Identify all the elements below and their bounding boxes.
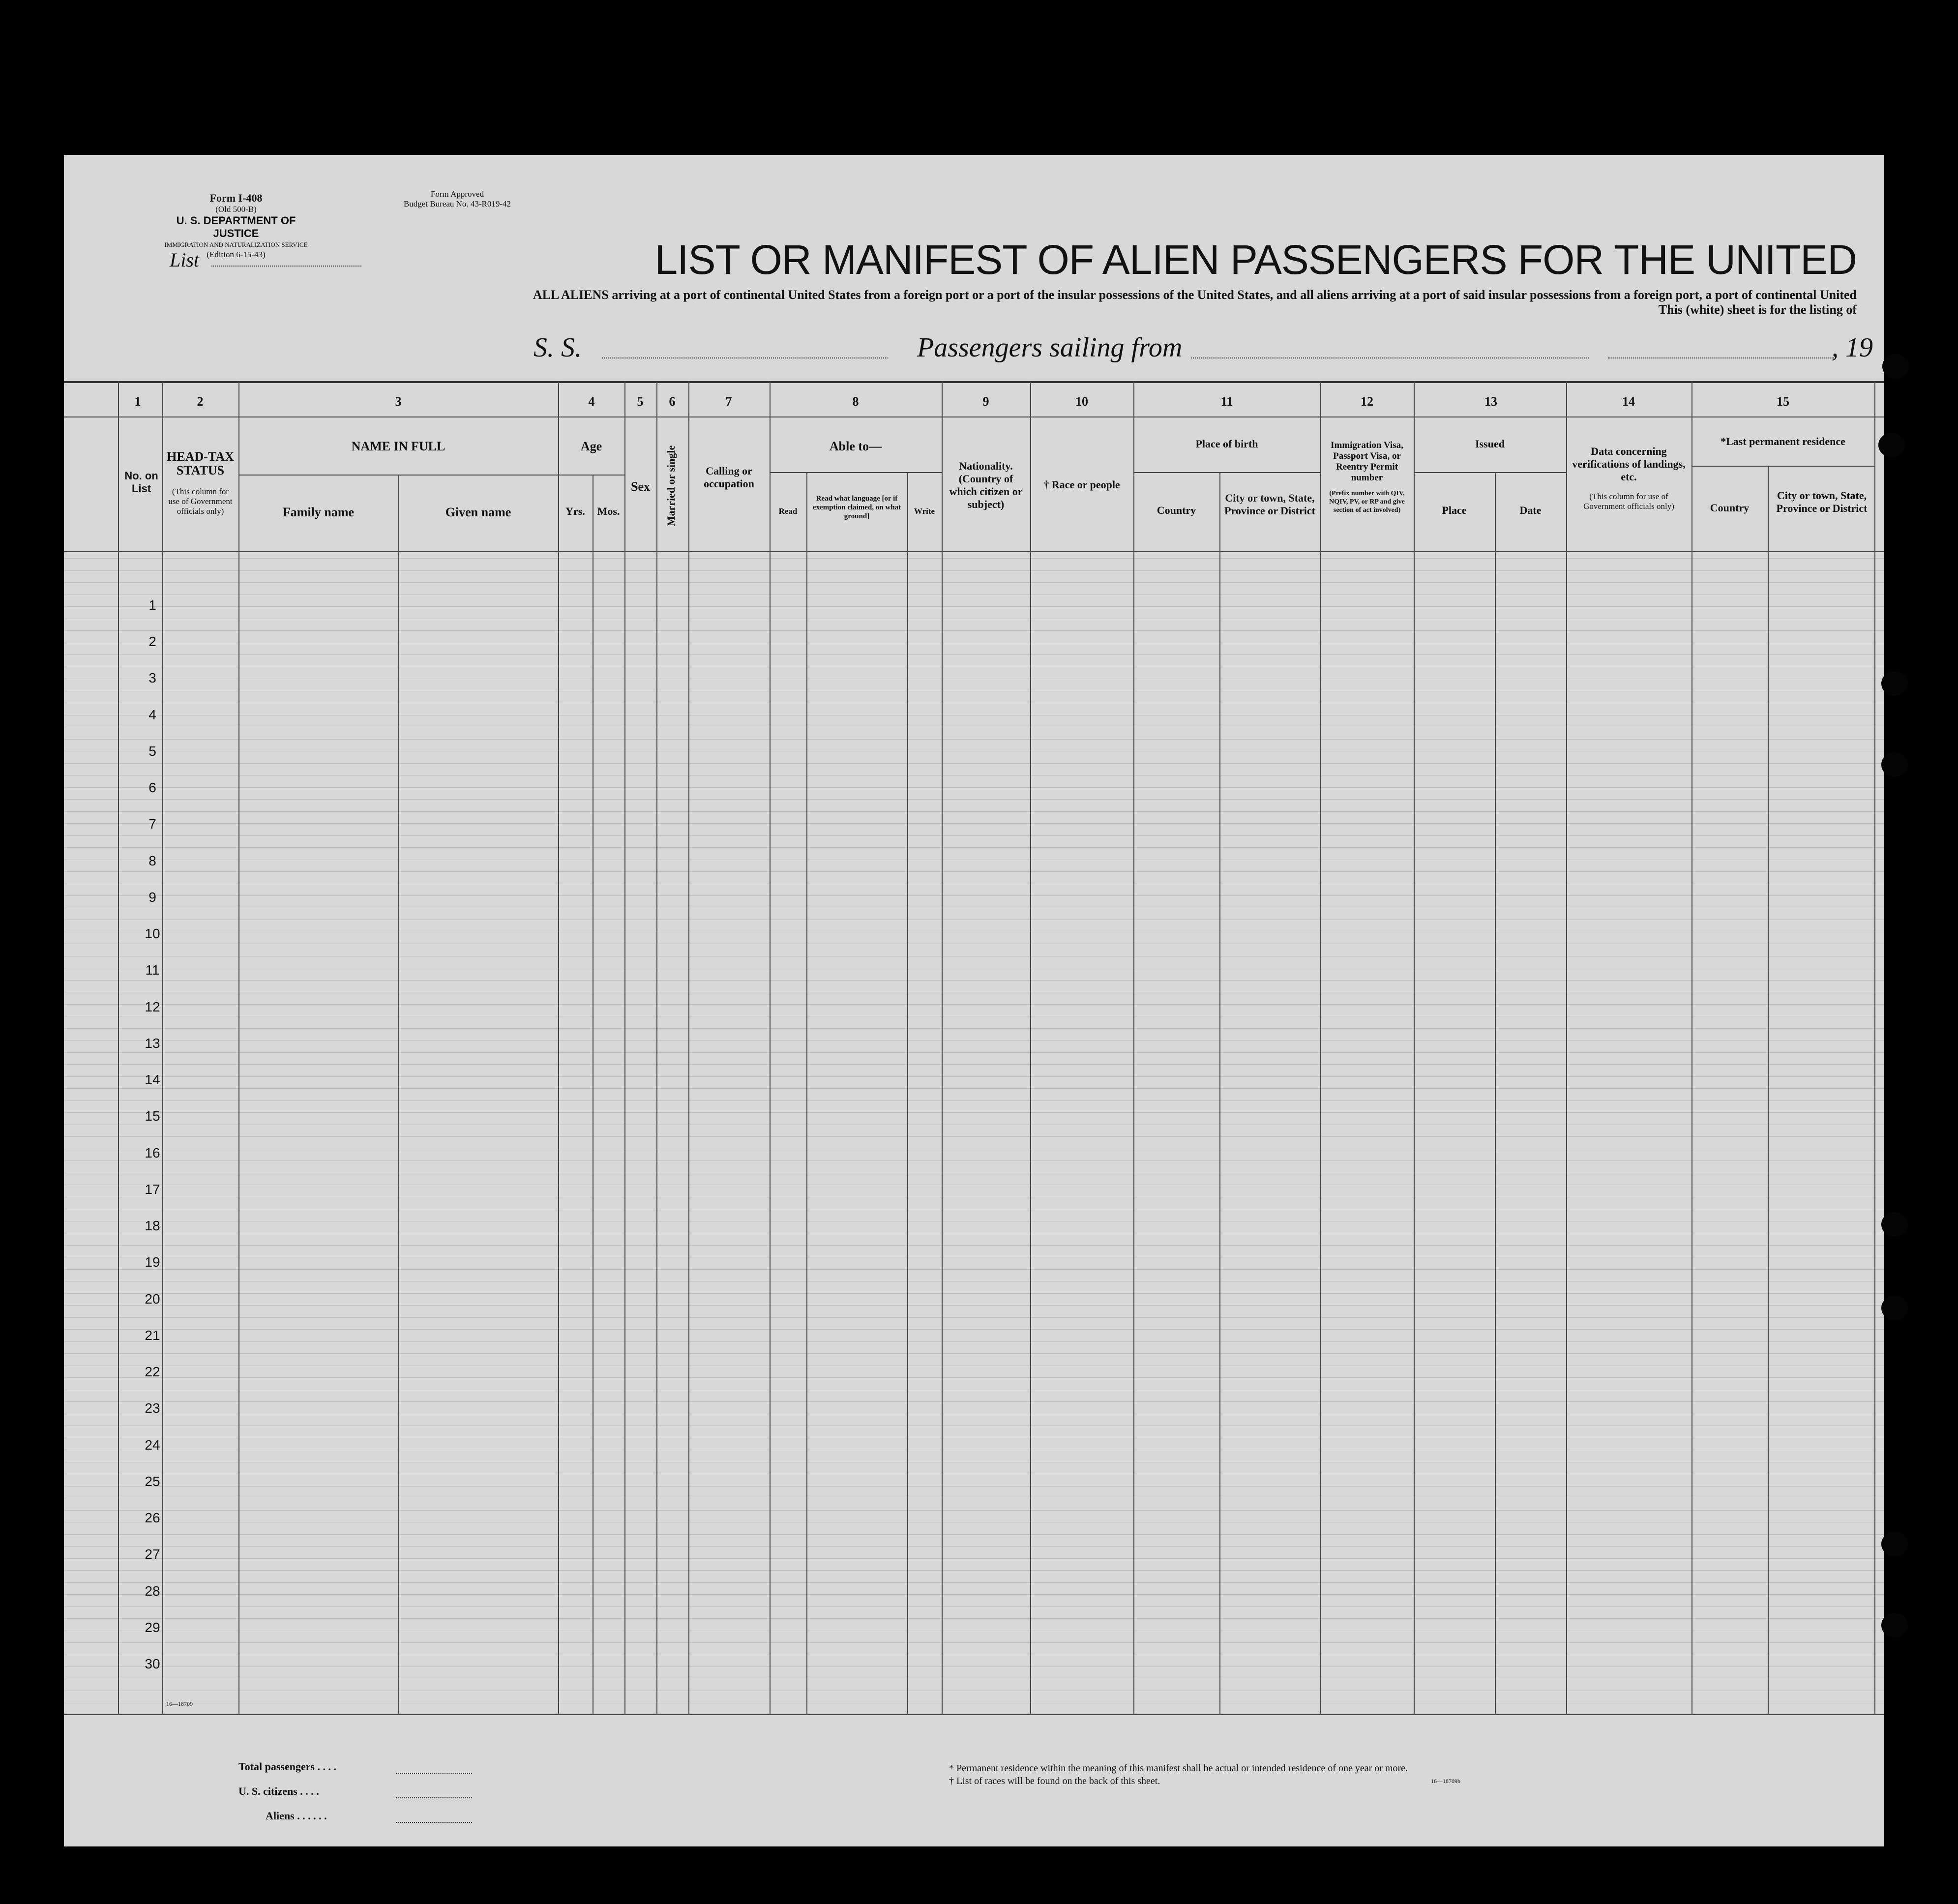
ruled-line	[64, 1305, 1884, 1306]
header-issued-date: Date	[1519, 504, 1542, 516]
column-number: 15	[1777, 394, 1789, 409]
aliens-field[interactable]	[396, 1822, 472, 1823]
ruled-line	[64, 1666, 1884, 1667]
column-number: 6	[669, 394, 676, 409]
header-calling: Calling or occupation	[704, 465, 754, 490]
row-number: 12	[145, 999, 160, 1014]
list-label: List	[170, 249, 200, 271]
row-number: 20	[145, 1291, 160, 1307]
header-issued: Issued	[1475, 438, 1505, 450]
ruled-line	[64, 1341, 1884, 1342]
col-line	[1495, 472, 1496, 1714]
col-line	[238, 381, 239, 1714]
ruled-line	[64, 1329, 1884, 1330]
column-number: 9	[982, 394, 989, 409]
ruled-line	[64, 1076, 1884, 1077]
header-given-name: Given name	[445, 505, 511, 519]
budget-number: Budget Bureau No. 43-R019-42	[403, 199, 511, 208]
col-line	[907, 472, 908, 1714]
row-number: 17	[145, 1181, 160, 1197]
row-number: 15	[145, 1108, 160, 1124]
ruled-line	[64, 1642, 1884, 1643]
column-number-divider	[64, 416, 1884, 417]
col-line	[942, 381, 943, 1714]
sub-header-line	[1691, 466, 1874, 467]
col-line	[1566, 381, 1567, 1714]
department: U. S. DEPARTMENT OF JUSTICE	[176, 214, 296, 239]
total-passengers-label: Total passengers . . . .	[238, 1760, 337, 1773]
column-number: 8	[852, 394, 859, 409]
print-code: 16—18709	[166, 1700, 193, 1707]
sub-header-line	[1133, 472, 1320, 473]
ruled-line	[64, 980, 1884, 981]
form-approved: Form Approved	[430, 189, 484, 199]
manifest-sheet	[64, 155, 1884, 1846]
date-field[interactable]	[1608, 357, 1834, 358]
header-able-to: Able to—	[829, 439, 882, 453]
header-residence-city: City or town, State, Province or District	[1776, 489, 1868, 514]
ruled-line	[64, 1558, 1884, 1559]
row-number: 3	[148, 670, 156, 686]
header-birth-country: Country	[1157, 504, 1196, 516]
ruled-line	[64, 1064, 1884, 1065]
header-read-language: Read what language [or if exemption claimed, on what ground]	[812, 495, 901, 520]
footer-print-code: 16—18709b	[1431, 1778, 1460, 1785]
ruled-line	[64, 823, 1884, 824]
header-nationality: Nationality. (Country of which citizen or subject)	[949, 460, 1023, 510]
header-name-in-full: NAME IN FULL	[351, 439, 445, 453]
col-line	[624, 381, 625, 1714]
table-bottom-border	[64, 1714, 1884, 1715]
ruled-line	[64, 1112, 1884, 1113]
ruled-line	[64, 763, 1884, 764]
header-data-note: (This column for use of Government officials only)	[1583, 492, 1674, 511]
col-line	[770, 381, 771, 1714]
header-issued-place: Place	[1442, 504, 1467, 516]
column-number: 12	[1361, 394, 1373, 409]
punch-hole	[1881, 1613, 1908, 1637]
sailing-from-field[interactable]	[1191, 357, 1589, 358]
row-number: 19	[145, 1254, 160, 1270]
edition: (Edition 6-15-43)	[207, 250, 266, 259]
ruled-line	[64, 787, 1884, 788]
ruled-line	[64, 1618, 1884, 1619]
ruled-line	[64, 630, 1884, 631]
row-number: 21	[145, 1327, 160, 1343]
ruled-line	[64, 835, 1884, 836]
row-number: 27	[145, 1547, 160, 1562]
ruled-line	[64, 570, 1884, 571]
ruled-line	[64, 1534, 1884, 1535]
ruled-line	[64, 1004, 1884, 1005]
ruled-line	[64, 1570, 1884, 1571]
punch-hole	[1878, 433, 1905, 457]
col-line	[688, 381, 689, 1714]
us-citizens-field[interactable]	[396, 1797, 472, 1798]
ruled-line	[64, 1040, 1884, 1041]
row-number: 24	[145, 1437, 160, 1453]
ruled-line	[64, 606, 1884, 607]
column-number: 7	[725, 394, 732, 409]
header-read: Read	[778, 506, 798, 516]
row-number: 8	[148, 853, 156, 868]
punch-hole	[1881, 1212, 1908, 1237]
column-number: 2	[197, 394, 204, 409]
header-visa-note: (Prefix number with QIV, NQIV, PV, or RP and give section of act involved)	[1329, 490, 1405, 514]
sailing-from-label: Passengers sailing from	[917, 332, 1183, 363]
row-number: 16	[145, 1145, 160, 1160]
sub-header-line	[238, 475, 558, 476]
page-title: LIST OR MANIFEST OF ALIEN PASSENGERS FOR THE UNITED	[654, 237, 1857, 283]
year-label: , 19	[1832, 332, 1873, 363]
ruled-line	[64, 1269, 1884, 1270]
row-number: 30	[145, 1656, 160, 1671]
subtitle-line-2: This (white) sheet is for the listing of	[1658, 302, 1857, 317]
column-number: 4	[588, 394, 595, 409]
header-head-tax-note: (This column for use of Government officials only)	[168, 487, 233, 516]
ruled-line	[64, 1028, 1884, 1029]
header-yrs: Yrs.	[565, 505, 585, 517]
column-number: 1	[134, 394, 141, 409]
column-number: 13	[1484, 394, 1497, 409]
subtitle-line-1: ALL ALIENS arriving at a port of continental United States from a foreign port or a port of the insular possessions of the United States, and all aliens arriving at a port of said insular possessions from a foreign port, a port of continental United	[533, 288, 1857, 302]
header-age: Age	[580, 439, 602, 453]
header-bottom-border	[64, 551, 1884, 552]
form-approval	[379, 189, 536, 209]
col-line	[806, 472, 807, 1714]
row-number: 4	[148, 707, 156, 722]
form-number: Form I-408	[209, 192, 263, 204]
ruled-line	[64, 582, 1884, 583]
punch-hole	[1882, 354, 1909, 379]
header-race: † Race or people	[1043, 478, 1120, 491]
header-residence-country: Country	[1710, 502, 1750, 514]
column-number: 3	[395, 394, 402, 409]
header-birth-city: City or town, State, Province or District	[1224, 492, 1315, 517]
header-family-name: Family name	[282, 505, 355, 519]
col-line	[1030, 381, 1031, 1714]
col-line	[1414, 381, 1415, 1714]
col-line	[656, 381, 657, 1714]
ruled-line	[64, 1582, 1884, 1583]
ruled-line	[64, 1088, 1884, 1089]
ruled-line	[64, 799, 1884, 800]
ruled-line	[64, 1136, 1884, 1137]
us-citizens-label: U. S. citizens . . . .	[238, 1785, 319, 1797]
ruled-line	[64, 847, 1884, 848]
header-no-on-list: No. on List	[124, 470, 158, 495]
ss-label: S. S.	[534, 332, 582, 363]
ruled-line	[64, 1546, 1884, 1547]
ruled-line	[64, 654, 1884, 655]
row-number: 1	[148, 597, 156, 613]
row-number: 22	[145, 1364, 160, 1380]
table-top-border	[64, 381, 1884, 383]
ruled-line	[64, 871, 1884, 872]
column-number: 14	[1622, 394, 1635, 409]
ruled-line	[64, 1606, 1884, 1607]
punch-hole	[1881, 1532, 1908, 1556]
col-line	[1219, 472, 1220, 1714]
ruled-line	[64, 1293, 1884, 1294]
service: IMMIGRATION AND NATURALIZATION SERVICE	[164, 241, 308, 248]
sub-header-line	[1414, 472, 1566, 473]
header-sex: Sex	[631, 479, 650, 494]
punch-hole	[1881, 752, 1908, 777]
row-number: 5	[148, 743, 156, 759]
ruled-line	[64, 1486, 1884, 1487]
row-number: 2	[148, 634, 156, 650]
col-line	[1133, 381, 1134, 1714]
old-form-number: (Old 500-B)	[215, 205, 257, 214]
punch-hole	[1881, 1296, 1908, 1320]
row-number: 29	[145, 1619, 160, 1635]
header-married-or-single: Married or single	[665, 445, 677, 527]
sub-header-line	[770, 472, 942, 473]
ruled-line	[64, 1052, 1884, 1053]
row-number: 26	[145, 1510, 160, 1526]
row-number: 9	[148, 889, 156, 905]
ruled-line	[64, 1510, 1884, 1511]
row-number: 10	[145, 926, 160, 942]
header-data-concerning: Data concerning verifications of landings, etc.	[1572, 445, 1686, 483]
aliens-label: Aliens . . . . . .	[266, 1810, 327, 1822]
column-number: 5	[637, 394, 644, 409]
row-number: 13	[145, 1035, 160, 1051]
column-number: 11	[1220, 394, 1233, 409]
header-write: Write	[914, 506, 935, 516]
sub-header-line	[558, 475, 624, 476]
row-number: 23	[145, 1400, 160, 1416]
ruled-line	[64, 1317, 1884, 1318]
footnote-permanent-residence: * Permanent residence within the meaning of this manifest shall be actual or intended residence of one year or more.	[949, 1763, 1408, 1774]
row-number: 11	[145, 962, 160, 978]
ruled-line	[64, 739, 1884, 740]
header-last-residence: *Last permanent residence	[1721, 435, 1845, 447]
ruled-line	[64, 1160, 1884, 1161]
header-place-of-birth: Place of birth	[1195, 438, 1258, 450]
ss-field[interactable]	[602, 357, 888, 358]
ruled-line	[64, 895, 1884, 896]
ruled-line	[64, 1594, 1884, 1595]
column-number: 10	[1075, 394, 1088, 409]
punch-hole	[1881, 671, 1908, 696]
footnote-race-list: † List of races will be found on the back of this sheet.	[949, 1776, 1160, 1786]
row-number: 14	[145, 1072, 160, 1088]
row-number: 7	[148, 816, 156, 832]
header-mos: Mos.	[597, 505, 620, 517]
header-head-tax: HEAD-TAX STATUS	[167, 449, 234, 477]
col-line	[1874, 381, 1875, 1714]
ruled-line	[64, 1377, 1884, 1378]
row-number: 28	[145, 1583, 160, 1599]
ruled-line	[64, 1401, 1884, 1402]
row-number: 6	[148, 780, 156, 796]
col-line	[398, 475, 399, 1714]
ruled-line	[64, 811, 1884, 812]
ruled-line	[64, 558, 1884, 559]
ruled-line	[64, 1245, 1884, 1246]
ruled-line	[64, 1353, 1884, 1354]
row-number: 18	[145, 1218, 160, 1234]
col-line	[1768, 466, 1769, 1714]
header-visa: Immigration Visa, Passport Visa, or Reentry Permit number	[1331, 440, 1403, 483]
col-line	[1691, 381, 1692, 1714]
total-passengers-field[interactable]	[396, 1773, 472, 1774]
row-number: 25	[145, 1473, 160, 1489]
col-line	[558, 381, 559, 1714]
col-line	[1320, 381, 1321, 1714]
list-field[interactable]	[211, 266, 361, 267]
